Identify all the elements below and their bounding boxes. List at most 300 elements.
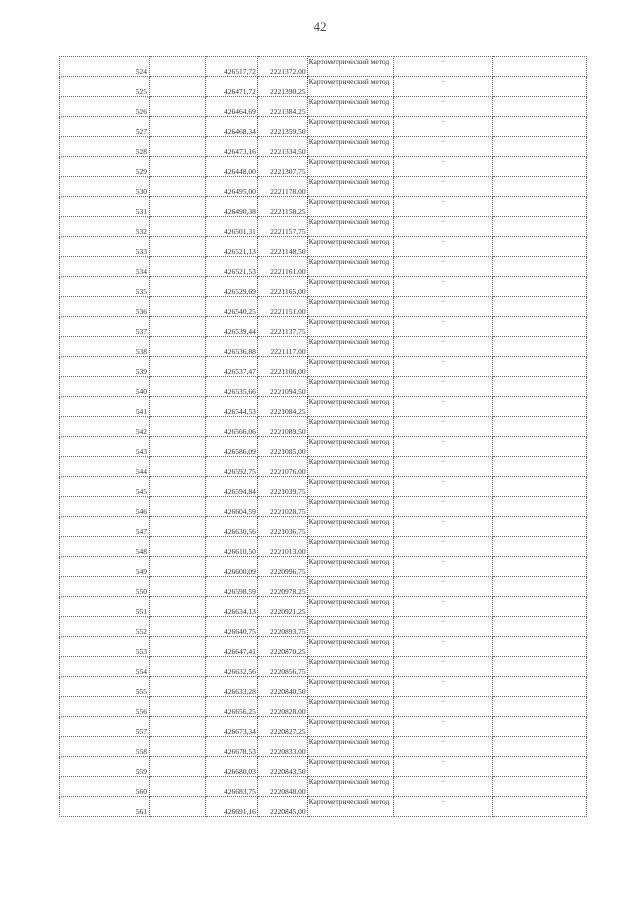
point-number-cell: 551 [60, 597, 150, 617]
empty-cell [492, 477, 586, 497]
y-coordinate-cell: 2221117,00 [257, 337, 307, 357]
empty-cell [149, 317, 205, 337]
empty-cell [492, 77, 586, 97]
x-coordinate-cell: 426540,25 [206, 297, 258, 317]
empty-cell [149, 697, 205, 717]
table-row [60, 677, 587, 697]
empty-cell [149, 737, 205, 757]
y-coordinate-cell: 2221334,50 [257, 137, 307, 157]
x-coordinate-cell: 426539,44 [206, 317, 258, 337]
empty-cell [149, 537, 205, 557]
table-row [60, 597, 587, 617]
table-row [60, 277, 587, 297]
point-number-cell: 538 [60, 337, 150, 357]
point-number-cell: 549 [60, 557, 150, 577]
y-coordinate-cell: 2221390,25 [257, 77, 307, 97]
point-number-cell: 558 [60, 737, 150, 757]
table-row [60, 57, 587, 77]
note-cell: – [394, 597, 492, 617]
point-number-cell: 561 [60, 797, 150, 817]
table-row [60, 337, 587, 357]
empty-cell [149, 77, 205, 97]
method-cell: Картометрический метод [307, 257, 394, 277]
method-cell: Картометрический метод [307, 597, 394, 617]
y-coordinate-cell: 2221089,50 [257, 417, 307, 437]
empty-cell [492, 257, 586, 277]
table-row [60, 357, 587, 377]
note-cell: – [394, 337, 492, 357]
table-row [60, 417, 587, 437]
x-coordinate-cell: 426604,59 [206, 497, 258, 517]
note-cell: – [394, 237, 492, 257]
x-coordinate-cell: 426600,09 [206, 557, 258, 577]
method-cell: Картометрический метод [307, 157, 394, 177]
coordinates-table [59, 56, 587, 817]
empty-cell [492, 377, 586, 397]
note-cell: – [394, 217, 492, 237]
method-cell: Картометрический метод [307, 557, 394, 577]
empty-cell [149, 117, 205, 137]
x-coordinate-cell: 426517,72 [206, 57, 258, 77]
x-coordinate-cell: 426471,72 [206, 77, 258, 97]
empty-cell [492, 237, 586, 257]
note-cell: – [394, 277, 492, 297]
method-cell: Картометрический метод [307, 497, 394, 517]
empty-cell [149, 217, 205, 237]
method-cell: Картометрический метод [307, 637, 394, 657]
table-row [60, 377, 587, 397]
empty-cell [492, 177, 586, 197]
note-cell: – [394, 677, 492, 697]
method-cell: Картометрический метод [307, 397, 394, 417]
y-coordinate-cell: 2220828,00 [257, 697, 307, 717]
empty-cell [492, 437, 586, 457]
table-row [60, 637, 587, 657]
method-cell: Картометрический метод [307, 277, 394, 297]
table-row [60, 177, 587, 197]
y-coordinate-cell: 2221157,75 [257, 217, 307, 237]
method-cell: Картометрический метод [307, 437, 394, 457]
empty-cell [492, 737, 586, 757]
point-number-cell: 532 [60, 217, 150, 237]
method-cell: Картометрический метод [307, 737, 394, 757]
table-row [60, 537, 587, 557]
y-coordinate-cell: 2220996,75 [257, 557, 307, 577]
empty-cell [149, 437, 205, 457]
empty-cell [492, 717, 586, 737]
empty-cell [149, 357, 205, 377]
table-row [60, 157, 587, 177]
table-row [60, 217, 587, 237]
empty-cell [149, 277, 205, 297]
table-row [60, 317, 587, 337]
point-number-cell: 553 [60, 637, 150, 657]
x-coordinate-cell: 426537,47 [206, 357, 258, 377]
table-row [60, 197, 587, 217]
method-cell: Картометрический метод [307, 97, 394, 117]
x-coordinate-cell: 426678,53 [206, 737, 258, 757]
point-number-cell: 527 [60, 117, 150, 137]
y-coordinate-cell: 2221084,25 [257, 397, 307, 417]
page-number: 42 [313, 19, 327, 34]
point-number-cell: 525 [60, 77, 150, 97]
method-cell: Картометрический метод [307, 797, 394, 817]
empty-cell [492, 497, 586, 517]
x-coordinate-cell: 426535,66 [206, 377, 258, 397]
y-coordinate-cell: 2221178,00 [257, 177, 307, 197]
empty-cell [492, 637, 586, 657]
y-coordinate-cell: 2220845,00 [257, 797, 307, 817]
y-coordinate-cell: 2221085,00 [257, 437, 307, 457]
method-cell: Картометрический метод [307, 217, 394, 237]
point-number-cell: 531 [60, 197, 150, 217]
empty-cell [149, 757, 205, 777]
table-row [60, 97, 587, 117]
x-coordinate-cell: 426647,41 [206, 637, 258, 657]
table-row [60, 557, 587, 577]
note-cell: – [394, 697, 492, 717]
method-cell: Картометрический метод [307, 777, 394, 797]
method-cell: Картометрический метод [307, 77, 394, 97]
note-cell: – [394, 497, 492, 517]
empty-cell [149, 597, 205, 617]
empty-cell [149, 677, 205, 697]
point-number-cell: 534 [60, 257, 150, 277]
note-cell: – [394, 637, 492, 657]
y-coordinate-cell: 2220856,75 [257, 657, 307, 677]
empty-cell [492, 157, 586, 177]
method-cell: Картометрический метод [307, 117, 394, 137]
y-coordinate-cell: 2221036,75 [257, 517, 307, 537]
note-cell: – [394, 477, 492, 497]
point-number-cell: 524 [60, 57, 150, 77]
y-coordinate-cell: 2221094,50 [257, 377, 307, 397]
y-coordinate-cell: 2221137,75 [257, 317, 307, 337]
y-coordinate-cell: 2220833,00 [257, 737, 307, 757]
note-cell: – [394, 577, 492, 597]
empty-cell [492, 517, 586, 537]
method-cell: Картометрический метод [307, 697, 394, 717]
point-number-cell: 535 [60, 277, 150, 297]
method-cell: Картометрический метод [307, 577, 394, 597]
table-row [60, 797, 587, 817]
y-coordinate-cell: 2220870,25 [257, 637, 307, 657]
x-coordinate-cell: 426529,69 [206, 277, 258, 297]
table-row [60, 577, 587, 597]
note-cell: – [394, 137, 492, 157]
y-coordinate-cell: 2221028,75 [257, 497, 307, 517]
point-number-cell: 539 [60, 357, 150, 377]
empty-cell [149, 637, 205, 657]
table-row [60, 657, 587, 677]
empty-cell [149, 797, 205, 817]
method-cell: Картометрический метод [307, 137, 394, 157]
note-cell: – [394, 557, 492, 577]
empty-cell [149, 377, 205, 397]
point-number-cell: 541 [60, 397, 150, 417]
empty-cell [149, 477, 205, 497]
point-number-cell: 559 [60, 757, 150, 777]
note-cell: – [394, 117, 492, 137]
y-coordinate-cell: 2221307,75 [257, 157, 307, 177]
point-number-cell: 542 [60, 417, 150, 437]
x-coordinate-cell: 426673,34 [206, 717, 258, 737]
x-coordinate-cell: 426495,00 [206, 177, 258, 197]
empty-cell [149, 97, 205, 117]
method-cell: Картометрический метод [307, 617, 394, 637]
x-coordinate-cell: 426521,13 [206, 237, 258, 257]
note-cell: – [394, 657, 492, 677]
point-number-cell: 545 [60, 477, 150, 497]
x-coordinate-cell: 426490,38 [206, 197, 258, 217]
table-row [60, 397, 587, 417]
empty-cell [492, 577, 586, 597]
x-coordinate-cell: 426464,69 [206, 97, 258, 117]
note-cell: – [394, 737, 492, 757]
empty-cell [492, 617, 586, 637]
table-row [60, 697, 587, 717]
point-number-cell: 533 [60, 237, 150, 257]
point-number-cell: 536 [60, 297, 150, 317]
x-coordinate-cell: 426473,16 [206, 137, 258, 157]
x-coordinate-cell: 426536,88 [206, 337, 258, 357]
method-cell: Картометрический метод [307, 377, 394, 397]
empty-cell [149, 517, 205, 537]
method-cell: Картометрический метод [307, 757, 394, 777]
x-coordinate-cell: 426521,53 [206, 257, 258, 277]
empty-cell [492, 97, 586, 117]
point-number-cell: 543 [60, 437, 150, 457]
note-cell: – [394, 537, 492, 557]
empty-cell [492, 217, 586, 237]
table-row [60, 497, 587, 517]
note-cell: – [394, 197, 492, 217]
y-coordinate-cell: 2220843,50 [257, 757, 307, 777]
x-coordinate-cell: 426640,75 [206, 617, 258, 637]
empty-cell [149, 397, 205, 417]
y-coordinate-cell: 2220840,50 [257, 677, 307, 697]
point-number-cell: 557 [60, 717, 150, 737]
x-coordinate-cell: 426501,31 [206, 217, 258, 237]
y-coordinate-cell: 2221372,00 [257, 57, 307, 77]
table-row [60, 517, 587, 537]
empty-cell [149, 237, 205, 257]
note-cell: – [394, 77, 492, 97]
method-cell: Картометрический метод [307, 517, 394, 537]
empty-cell [492, 657, 586, 677]
method-cell: Картометрический метод [307, 337, 394, 357]
x-coordinate-cell: 426566,06 [206, 417, 258, 437]
note-cell: – [394, 517, 492, 537]
empty-cell [492, 397, 586, 417]
note-cell: – [394, 157, 492, 177]
empty-cell [492, 777, 586, 797]
point-number-cell: 547 [60, 517, 150, 537]
y-coordinate-cell: 2221384,25 [257, 97, 307, 117]
method-cell: Картометрический метод [307, 317, 394, 337]
y-coordinate-cell: 2220848,00 [257, 777, 307, 797]
empty-cell [149, 297, 205, 317]
point-number-cell: 529 [60, 157, 150, 177]
note-cell: – [394, 377, 492, 397]
empty-cell [492, 337, 586, 357]
point-number-cell: 560 [60, 777, 150, 797]
empty-cell [149, 257, 205, 277]
y-coordinate-cell: 2220978,25 [257, 577, 307, 597]
table-row [60, 117, 587, 137]
x-coordinate-cell: 426691,16 [206, 797, 258, 817]
empty-cell [149, 197, 205, 217]
empty-cell [149, 557, 205, 577]
method-cell: Картометрический метод [307, 197, 394, 217]
y-coordinate-cell: 2220893,75 [257, 617, 307, 637]
table-row [60, 717, 587, 737]
empty-cell [492, 677, 586, 697]
table-row [60, 437, 587, 457]
empty-cell [492, 797, 586, 817]
y-coordinate-cell: 2221148,50 [257, 237, 307, 257]
table-row [60, 257, 587, 277]
empty-cell [149, 157, 205, 177]
x-coordinate-cell: 426634,13 [206, 597, 258, 617]
table-row [60, 477, 587, 497]
y-coordinate-cell: 2221039,75 [257, 477, 307, 497]
empty-cell [492, 357, 586, 377]
note-cell: – [394, 437, 492, 457]
note-cell: – [394, 717, 492, 737]
table-row [60, 757, 587, 777]
empty-cell [492, 57, 586, 77]
note-cell: – [394, 297, 492, 317]
note-cell: – [394, 617, 492, 637]
note-cell: – [394, 397, 492, 417]
table-row [60, 297, 587, 317]
x-coordinate-cell: 426683,75 [206, 777, 258, 797]
point-number-cell: 554 [60, 657, 150, 677]
empty-cell [149, 337, 205, 357]
x-coordinate-cell: 426630,56 [206, 517, 258, 537]
y-coordinate-cell: 2221106,00 [257, 357, 307, 377]
method-cell: Картометрический метод [307, 657, 394, 677]
empty-cell [492, 457, 586, 477]
empty-cell [492, 757, 586, 777]
note-cell: – [394, 257, 492, 277]
point-number-cell: 528 [60, 137, 150, 157]
method-cell: Картометрический метод [307, 717, 394, 737]
y-coordinate-cell: 2221076,00 [257, 457, 307, 477]
empty-cell [149, 457, 205, 477]
y-coordinate-cell: 2221151,00 [257, 297, 307, 317]
point-number-cell: 540 [60, 377, 150, 397]
x-coordinate-cell: 426544,53 [206, 397, 258, 417]
note-cell: – [394, 97, 492, 117]
y-coordinate-cell: 2220921,25 [257, 597, 307, 617]
method-cell: Картометрический метод [307, 177, 394, 197]
empty-cell [492, 557, 586, 577]
empty-cell [492, 137, 586, 157]
method-cell: Картометрический метод [307, 297, 394, 317]
method-cell: Картометрический метод [307, 537, 394, 557]
y-coordinate-cell: 2221161,00 [257, 257, 307, 277]
method-cell: Картометрический метод [307, 417, 394, 437]
point-number-cell: 555 [60, 677, 150, 697]
note-cell: – [394, 457, 492, 477]
x-coordinate-cell: 426610,50 [206, 537, 258, 557]
x-coordinate-cell: 426468,34 [206, 117, 258, 137]
empty-cell [149, 657, 205, 677]
empty-cell [492, 117, 586, 137]
empty-cell [492, 197, 586, 217]
x-coordinate-cell: 426594,84 [206, 477, 258, 497]
method-cell: Картометрический метод [307, 237, 394, 257]
y-coordinate-cell: 2220827,25 [257, 717, 307, 737]
empty-cell [149, 417, 205, 437]
y-coordinate-cell: 2221165,00 [257, 277, 307, 297]
coordinates-table-body [60, 57, 587, 817]
empty-cell [492, 277, 586, 297]
empty-cell [149, 57, 205, 77]
x-coordinate-cell: 426633,28 [206, 677, 258, 697]
point-number-cell: 550 [60, 577, 150, 597]
point-number-cell: 552 [60, 617, 150, 637]
table-row [60, 777, 587, 797]
table-row [60, 457, 587, 477]
table-row [60, 617, 587, 637]
x-coordinate-cell: 426680,03 [206, 757, 258, 777]
note-cell: – [394, 757, 492, 777]
x-coordinate-cell: 426448,00 [206, 157, 258, 177]
point-number-cell: 546 [60, 497, 150, 517]
x-coordinate-cell: 426592,75 [206, 457, 258, 477]
empty-cell [149, 717, 205, 737]
point-number-cell: 544 [60, 457, 150, 477]
method-cell: Картометрический метод [307, 357, 394, 377]
x-coordinate-cell: 426598,59 [206, 577, 258, 597]
y-coordinate-cell: 2221359,50 [257, 117, 307, 137]
x-coordinate-cell: 426632,56 [206, 657, 258, 677]
point-number-cell: 556 [60, 697, 150, 717]
empty-cell [492, 697, 586, 717]
table-row [60, 737, 587, 757]
table-row [60, 137, 587, 157]
empty-cell [492, 537, 586, 557]
note-cell: – [394, 417, 492, 437]
method-cell: Картометрический метод [307, 677, 394, 697]
point-number-cell: 530 [60, 177, 150, 197]
note-cell: – [394, 177, 492, 197]
empty-cell [492, 297, 586, 317]
note-cell: – [394, 357, 492, 377]
point-number-cell: 548 [60, 537, 150, 557]
empty-cell [149, 137, 205, 157]
empty-cell [149, 497, 205, 517]
empty-cell [492, 317, 586, 337]
method-cell: Картометрический метод [307, 477, 394, 497]
y-coordinate-cell: 2221013,00 [257, 537, 307, 557]
empty-cell [492, 417, 586, 437]
method-cell: Картометрический метод [307, 457, 394, 477]
y-coordinate-cell: 2221158,25 [257, 197, 307, 217]
empty-cell [149, 777, 205, 797]
note-cell: – [394, 57, 492, 77]
x-coordinate-cell: 426656,25 [206, 697, 258, 717]
empty-cell [149, 617, 205, 637]
note-cell: – [394, 797, 492, 817]
note-cell: – [394, 317, 492, 337]
table-row [60, 237, 587, 257]
empty-cell [149, 177, 205, 197]
empty-cell [492, 597, 586, 617]
